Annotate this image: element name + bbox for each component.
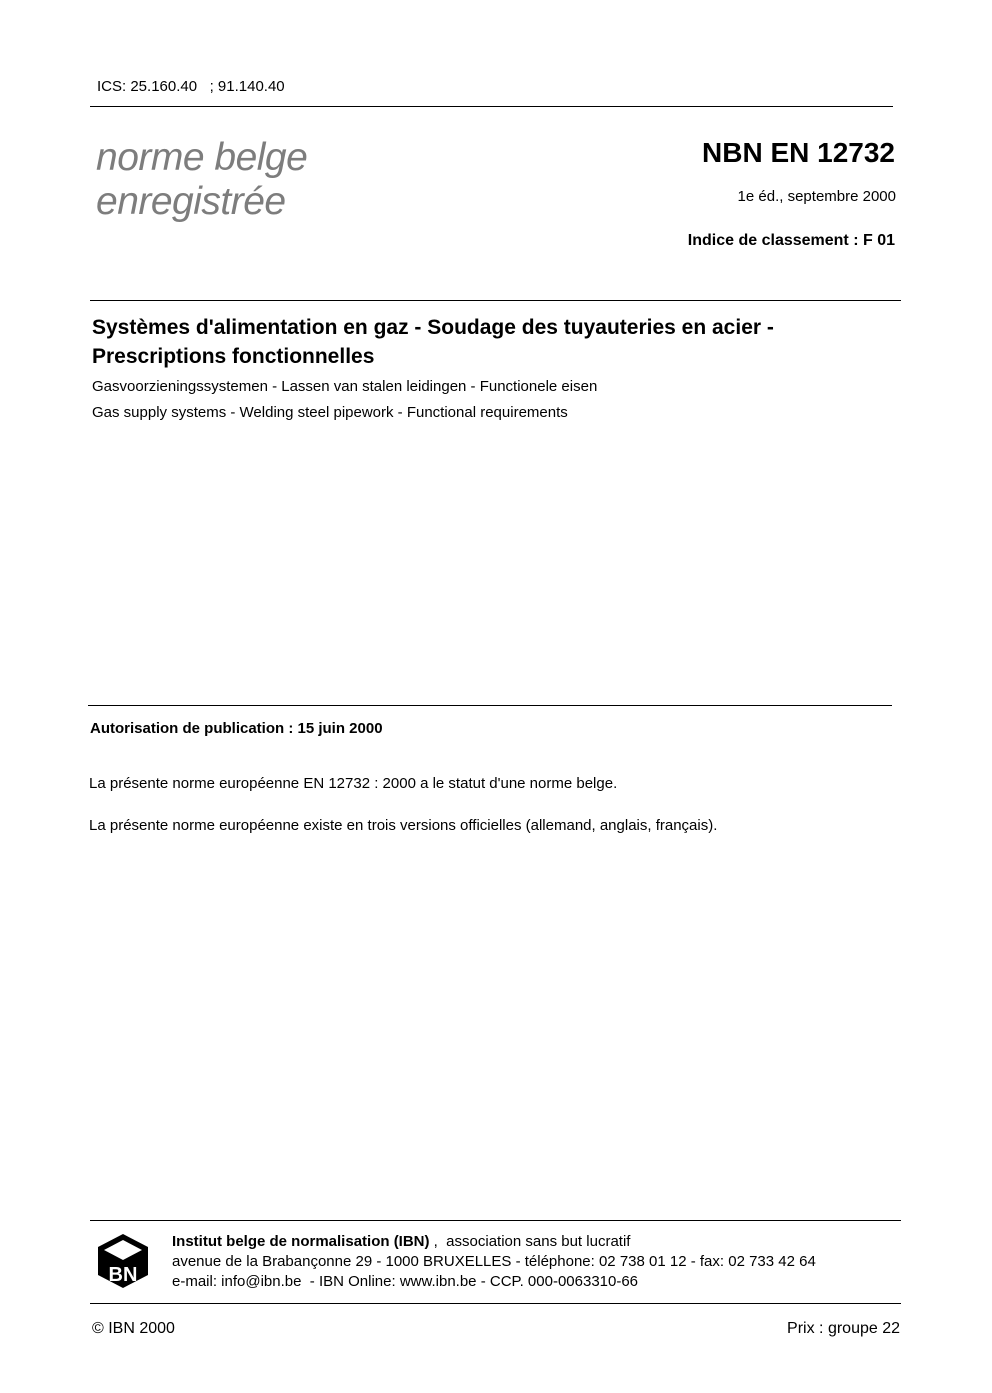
french-title-line-2: Prescriptions fonctionnelles (92, 345, 375, 368)
copyright: © IBN 2000 (92, 1320, 175, 1337)
brand-title (96, 136, 307, 224)
footer-divider (90, 1220, 901, 1221)
ibn-logo-icon (96, 1232, 150, 1290)
ics-code: ICS: 25.160.40 ; 91.140.40 (97, 78, 285, 95)
logo-lettering: BN (108, 1264, 138, 1286)
status-paragraph: La présente norme européenne EN 12732 : 2000 a le statut d'une norme belge. (89, 775, 618, 792)
institute-type: , association sans but lucratif (429, 1233, 631, 1250)
institute-info (172, 1232, 816, 1292)
brand-line-1: norme belge (96, 136, 308, 179)
standard-number: NBN EN 12732 (702, 137, 895, 168)
institute-contact: e-mail: info@ibn.be - IBN Online: www.ibn.be - CCP. 000-0063310-66 (172, 1273, 639, 1290)
french-title-line-1: Systèmes d'alimentation en gaz - Soudage des tuyauteries en acier - (92, 316, 774, 339)
institute-name-line (172, 1232, 816, 1252)
institute-name: Institut belge de normalisation (IBN) (172, 1233, 430, 1250)
institute-address: avenue de la Brabançonne 29 - 1000 BRUXELLES - téléphone: 02 738 01 12 - fax: 02 733 42 64 (172, 1253, 816, 1270)
versions-paragraph: La présente norme européenne existe en trois versions officielles (allemand, anglais, français). (89, 817, 718, 834)
publication-authorisation: Autorisation de publication : 15 juin 2000 (90, 720, 383, 737)
title-divider (90, 300, 901, 301)
bottom-divider (90, 1303, 901, 1304)
dutch-title: Gasvoorzieningssystemen - Lassen van stalen leidingen - Functionele eisen (92, 378, 598, 395)
price-group: Prix : groupe 22 (787, 1320, 900, 1337)
edition-date: 1e éd., septembre 2000 (737, 188, 896, 205)
header-divider (90, 106, 893, 107)
french-title (92, 313, 774, 371)
publication-divider (88, 705, 892, 706)
classification-index: Indice de classement : F 01 (687, 232, 895, 249)
english-title: Gas supply systems - Welding steel pipework - Functional requirements (92, 404, 568, 421)
brand-line-2: enregistrée (96, 180, 286, 223)
